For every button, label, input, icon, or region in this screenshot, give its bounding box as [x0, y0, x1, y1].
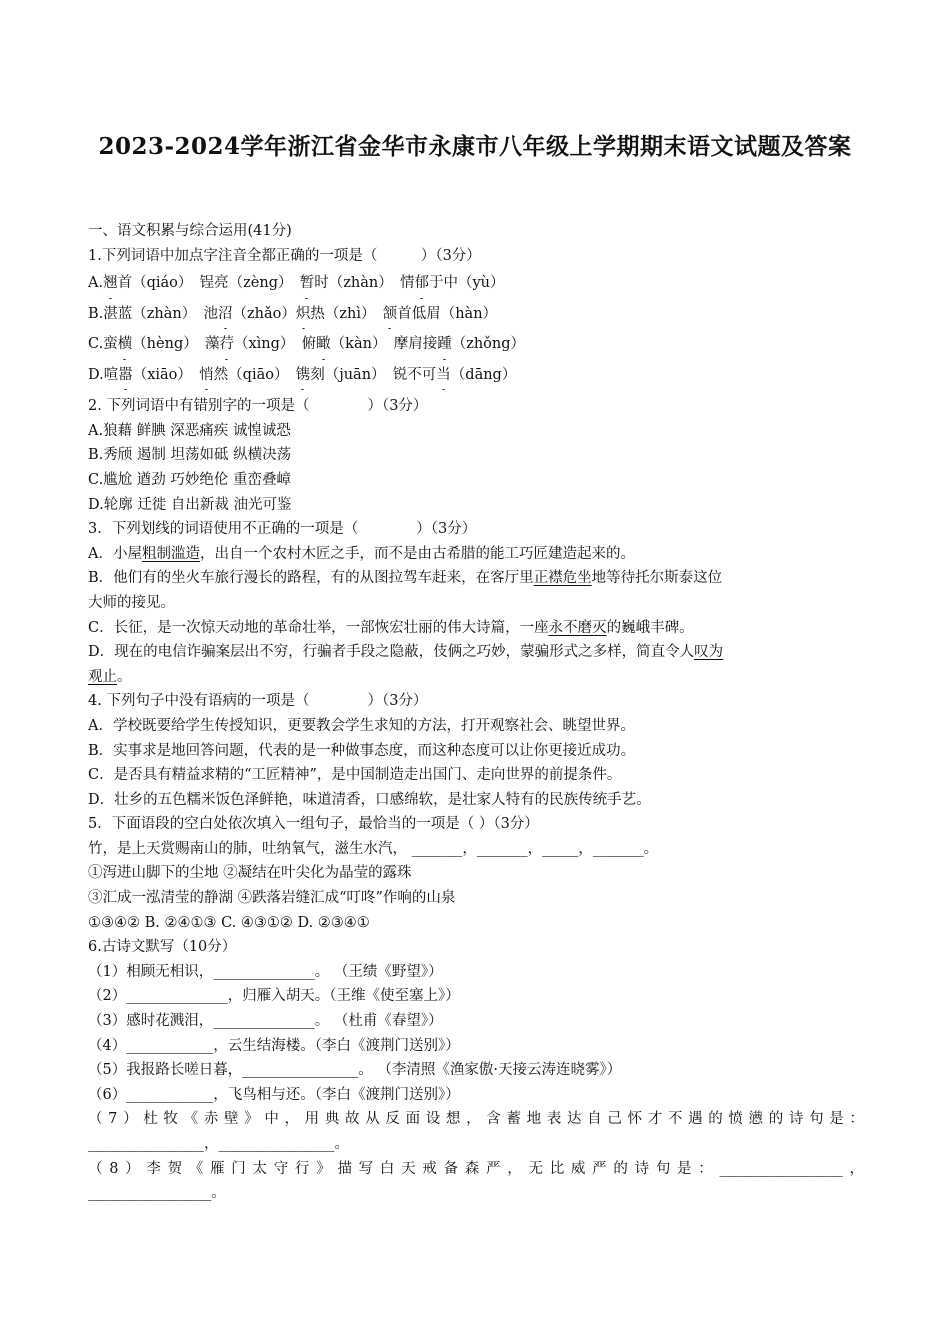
q3-option-d-line2	[88, 665, 864, 690]
emphasis-dot-char: 颔	[383, 299, 398, 330]
text-segment: 热（zhì）	[310, 305, 383, 322]
emphasis-dot-char: 沼	[218, 299, 233, 330]
q1-option-a	[88, 268, 864, 299]
q4-option-c: C．是否具有精益求精的“工匠精神”，是中国制造走出国门、走向世界的前提条件。	[88, 767, 622, 784]
emphasis-dot-char: 当	[436, 360, 451, 391]
text-segment: （kàn） 摩肩接	[330, 336, 438, 353]
q3-option-d-line1	[88, 640, 864, 665]
emphasis-dot-char: 郁	[414, 268, 429, 299]
q6-item-3: （3）感时花溅泪，______________。 （杜甫《春望》）	[88, 1013, 443, 1030]
text-segment: D.喧	[88, 366, 119, 383]
q3-stem: 3．下列划线的词语使用不正确的一项是（ ）（3分）	[88, 521, 477, 538]
q3-option-b-line2: 大师的接见。	[88, 594, 175, 611]
emphasis-dot-char: 荇	[219, 329, 234, 360]
q2-option-b: B.秀颀 遏制 坦荡如砥 纵横决荡	[88, 447, 292, 464]
text-segment: （xiāo）	[132, 366, 200, 383]
q5-sentences-2: ③汇成一泓清莹的静湖 ④跌落岩缝汇成“叮咚”作响的山泉	[88, 890, 456, 907]
q6-item-1: （1）相顾无相识，______________。 （王绩《野望》）	[88, 963, 443, 980]
text-segment: ，出自一个农村木匠之手，而不是由古希腊的能工巧匠建造起来的。	[199, 545, 635, 562]
q5-stem: 5．下面语段的空白处依次填入一组句子，最恰当的一项是（ ）（3分）	[88, 816, 539, 833]
text-segment: （hèng） 藻	[132, 336, 220, 353]
text-segment: 地等待托尔斯泰这位	[591, 570, 723, 587]
q4-option-b: B．实事求是地回答问题，代表的是一种做事态度，而这种态度可以让你更接近成功。	[88, 742, 636, 759]
q6-item-6: （6）____________，飞鸟相与还。（李白《渡荆门送别》）	[88, 1086, 460, 1103]
text-segment: A.	[88, 275, 104, 292]
text-segment: 于中（yù）	[428, 275, 505, 292]
underlined-phrase: 正襟危坐	[533, 570, 592, 587]
q2-stem: 2. 下列词语中有错别字的一项是（ ）（3分）	[88, 398, 428, 415]
text-segment: （xìng） 俯	[233, 336, 317, 353]
q4-option-d: D．壮乡的五色糯米饭色泽鲜艳，味道清香，口感绵软，是壮家人特有的民族传统手艺。	[88, 791, 651, 808]
emphasis-dot-char: 炽	[296, 299, 311, 330]
text-segment: B．他们有的坐火车旅行漫长的路程，有的从图拉驾车赶来，在客厅里	[88, 570, 534, 587]
text-segment: C.蛮	[88, 336, 118, 353]
emphasis-dot-char: 暂	[300, 268, 315, 299]
underlined-phrase: 叹为	[694, 644, 724, 661]
q3-option-c	[88, 616, 864, 641]
underlined-phrase: 粗制滥造	[141, 545, 200, 562]
q1-stem: 1.下列词语中加点字注音全都正确的一项是（ ）（3分）	[88, 247, 481, 264]
exam-content	[88, 219, 864, 1206]
q6-item-7-line1: （7）杜牧《赤壁》中，用典故从反面设想，含蓄地表达自己怀才不遇的愤懑的诗句是：	[88, 1111, 864, 1128]
text-segment: 首（qiáo） 锃亮（zèng）	[117, 275, 300, 292]
text-segment: 然（qiāo）	[213, 366, 296, 383]
q6-item-5: （5）我报路长嗟日暮，________________。 （李清照《渔家傲·天接云涛连晓雾》）	[88, 1062, 622, 1079]
q2-option-a: A.狼藉 鲜腆 深恶痛疾 诚惶诚恐	[88, 422, 291, 439]
q6-item-8-line1: （8）李贺《雁门太守行》描写白天戒备森严，无比威严的诗句是：_________________，	[88, 1160, 864, 1177]
text-segment: 时（zhàn） 情	[314, 275, 415, 292]
q6-stem: 6.古诗文默写（10分）	[88, 939, 237, 956]
underlined-phrase: 永不磨灭	[548, 619, 607, 636]
q2-option-c: C.尴尬 遒劲 巧妙绝伦 重峦叠嶂	[88, 471, 292, 488]
text-segment: 首低眉（hàn）	[397, 305, 498, 322]
text-segment: 的巍峨丰碑。	[606, 619, 694, 636]
q5-choices: ①③④② B. ②④①③ C. ④③①② D. ②③④①	[88, 914, 370, 931]
emphasis-dot-char: 嚣	[118, 360, 133, 391]
text-segment: 。	[117, 668, 132, 685]
text-segment: （zhǒng）	[451, 336, 526, 353]
q1-option-b	[88, 299, 864, 330]
q2-option-d: D.轮廓 迁徙 自出新裁 油光可鉴	[88, 496, 292, 513]
document-title: 2023-2024学年浙江省金华市永康市八年级上学期期末语文试题及答案	[98, 133, 852, 160]
q6-item-7-line2: ________________，________________。	[88, 1136, 349, 1152]
emphasis-dot-char: 悄	[199, 360, 214, 391]
q4-stem: 4. 下列句子中没有语病的一项是（ ）（3分）	[88, 693, 428, 710]
text-segment: （dāng）	[450, 366, 517, 383]
q1-option-d	[88, 360, 864, 391]
q3-option-a	[88, 542, 864, 567]
text-segment: 刻（juān） 锐不可	[310, 366, 437, 383]
q6-item-4: （4）____________，云生结海楼。（李白《渡荆门送别》）	[88, 1037, 460, 1054]
q5-sentences-1: ①泻进山脚下的尘地 ②凝结在叶尖化为晶莹的露珠	[88, 865, 412, 882]
emphasis-dot-char: 瞰	[316, 329, 331, 360]
q6-item-2: （2）______________，归雁入胡天。（王维《使至塞上》）	[88, 988, 460, 1005]
q1-option-c	[88, 329, 864, 360]
q4-option-a: A．学校既要给学生传授知识，更要教会学生求知的方法，打开观察社会、眺望世界。	[88, 717, 635, 734]
q5-passage: 竹，是上天赏赐南山的肺，吐纳氧气，滋生水汽， _______，_______，_____，_______。	[88, 840, 659, 857]
text-segment: C．长征，是一次惊天动地的革命壮举，一部恢宏壮丽的伟大诗篇，一座	[88, 619, 549, 636]
text-segment: D．现在的电信诈骗案层出不穷，行骗者手段之隐蔽，伎俩之巧妙，蒙骗形式之多样，简直令人	[88, 644, 695, 661]
emphasis-dot-char: 踵	[437, 329, 452, 360]
text-segment: （zhǎo）	[232, 305, 296, 322]
text-segment: B.湛蓝（zhàn） 池	[88, 305, 218, 322]
q3-option-b-line1	[88, 566, 864, 591]
q6-item-8-line2: _________________。	[88, 1185, 226, 1202]
section-heading: 一、语文积累与综合运用(41分)	[88, 223, 292, 239]
text-segment: A．小屋	[88, 545, 142, 562]
underlined-phrase: 观止	[88, 668, 117, 685]
emphasis-dot-char: 镌	[296, 360, 311, 391]
emphasis-dot-char: 横	[118, 329, 133, 360]
emphasis-dot-char: 翘	[103, 268, 118, 299]
